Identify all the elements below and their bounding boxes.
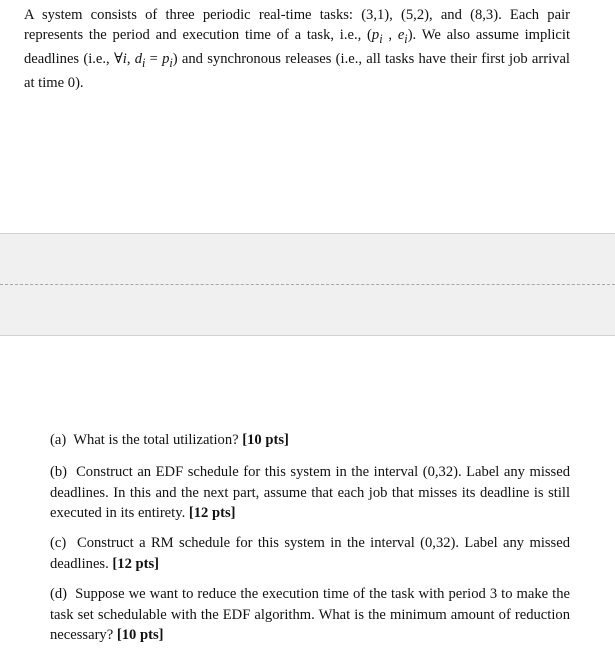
intro-text-2: ). We also assume implicit deadlines (i.e., xyxy=(24,27,570,67)
math-i: i xyxy=(122,50,127,67)
intro-comma: , xyxy=(382,27,398,43)
question-label: (b) xyxy=(50,464,68,480)
math-d: $d_i$ xyxy=(134,50,146,70)
problem-intro: A system consists of three periodic real-time tasks: (3,1), (5,2), and (8,3). Each pair represents the period and execution time of a task, i.e., ($p_i$ , $e_i$). We also assume implicit deadlines (i.e., ∀i, $d_i = p_i$) and synchronous releases (i.e., all tasks have their first job arrival at time 0). xyxy=(24,7,570,91)
question-d xyxy=(24,584,570,646)
page-break-band xyxy=(0,233,615,336)
intro-text-1: A system consists of three periodic real-time tasks: (3,1), (5,2), and (8,3). Each pair represents the period and execution time of a task, i.e., ( xyxy=(24,7,570,43)
math-e: $e_i$ xyxy=(397,27,408,46)
question-points: [12 pts] xyxy=(188,505,236,521)
question-text: Suppose we want to reduce the execution time of the task with period 3 to make the task set schedulable with the EDF algorithm. What is the minimum amount of reduction necessary? xyxy=(50,586,571,643)
question-label: (c) xyxy=(50,535,67,551)
question-label: (d) xyxy=(50,586,68,602)
question-points: [12 pts] xyxy=(112,555,160,572)
question-points: [10 pts] xyxy=(116,627,164,643)
forall-symbol: ∀ xyxy=(113,50,123,67)
question-text: What is the total utilization? xyxy=(73,432,239,448)
question-text: Construct an EDF schedule for this system in the interval (0,32). Label any missed deadlines. In this and the next part, assume that each job that misses its deadline is still executed in its entirety. xyxy=(50,464,571,521)
question-b xyxy=(24,462,570,524)
question-c xyxy=(24,533,570,574)
question-label: (a) xyxy=(50,432,67,448)
intro-text-3: ) and synchronous releases (i.e., all tasks have their first job arrival at time 0). xyxy=(24,50,570,91)
math-p: $p_i$ xyxy=(371,27,383,46)
question-a xyxy=(24,430,570,451)
page-break-line xyxy=(0,284,615,285)
math-p2: $p_i$ xyxy=(162,50,173,70)
question-text: Construct a RM schedule for this system in the interval (0,32). Label any missed deadlines. xyxy=(50,535,571,572)
question-points: [10 pts] xyxy=(242,432,289,448)
